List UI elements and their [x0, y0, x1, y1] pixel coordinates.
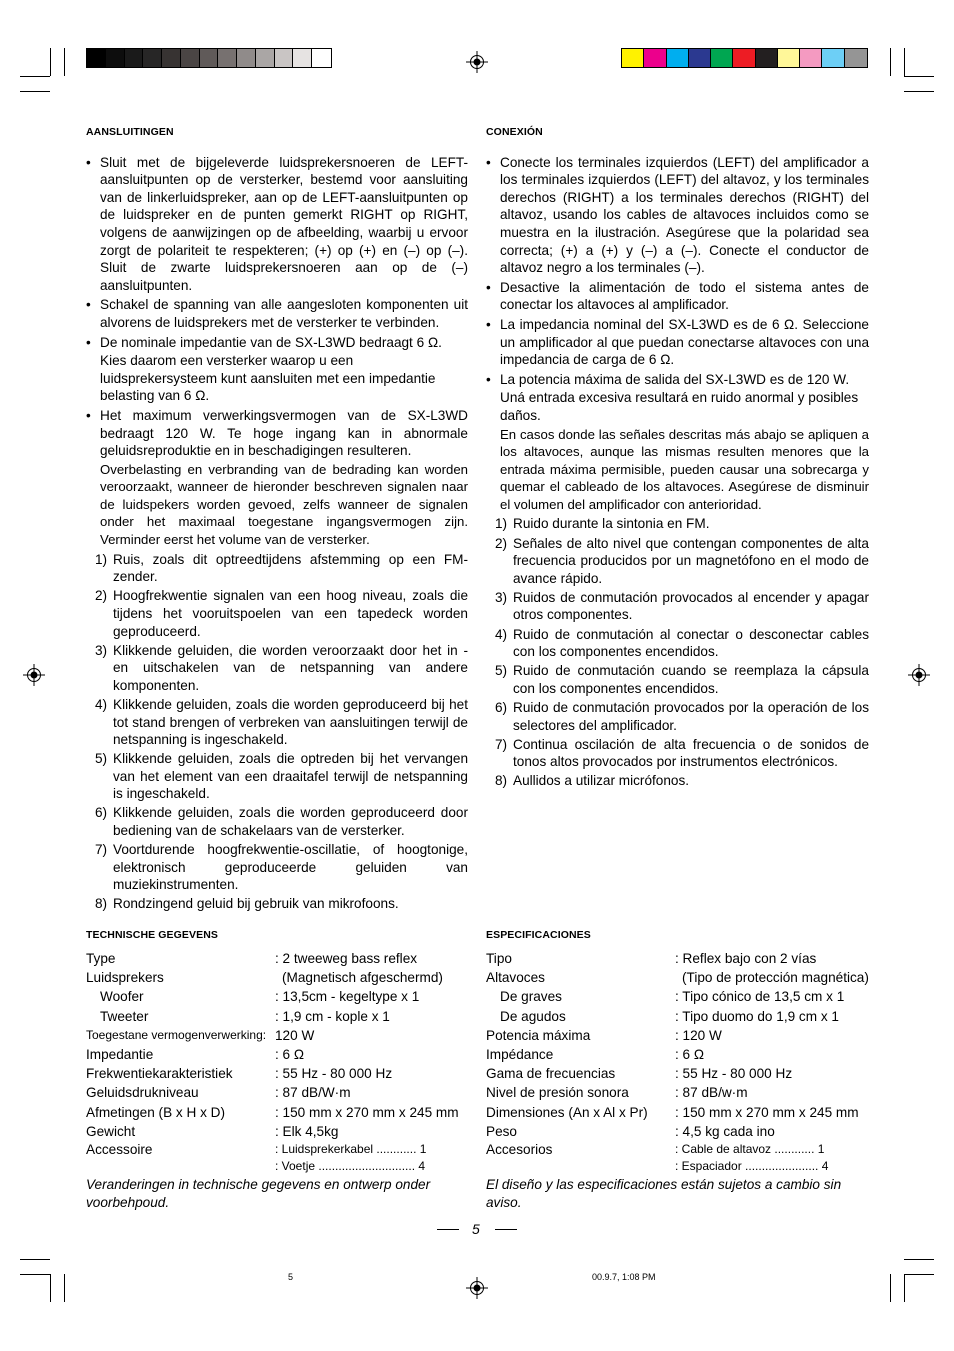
list-item: 4) Klikkende geluiden, zoals die worden geproduceerd bij het tot stand brengen of verbreken van aansluitingen terwijl de netspanning is ingeschakeld.: [95, 696, 468, 748]
color-swatch: [143, 49, 162, 67]
spec-note: El diseño y las especificaciones están sujetos a cambio sin aviso.: [486, 1177, 842, 1210]
spec-label: De graves: [500, 989, 562, 1005]
color-swatch: [293, 49, 312, 67]
spec-row: [486, 1064, 869, 1083]
list-item: [86, 407, 468, 549]
spec-value: : 6 Ω: [675, 1047, 705, 1063]
list-item: 3) Klikkende geluiden, die worden veroorzaakt door het in - en uitschakelen van de netspanning van andere komponenten.: [95, 642, 468, 693]
section-heading: ESPECIFICACIONES: [486, 929, 591, 941]
spec-row: [86, 1103, 459, 1122]
spec-value: (Magnetisch afgeschermd): [282, 970, 443, 986]
color-calibration-bar: [621, 48, 868, 68]
registration-mark-bottom: [466, 1277, 488, 1299]
spec-row: [486, 1141, 869, 1158]
color-swatch: [711, 49, 733, 67]
bullet-subtext: Overbelasting en verbranding van de bedrading kan worden veroorzaakt, wanneer de hieronder beschreven signalen naar de luidspekers worden gevoed, zelfs wanneer de signalen onder het maximaal toegestane ingangsvermogen zijn. Verminder eerst het volume van de versterker.: [100, 461, 468, 548]
page-number: 5: [472, 1221, 480, 1237]
spec-value: : 4,5 kg cada ino: [675, 1123, 775, 1139]
color-swatch: [667, 49, 689, 67]
list-item: • Desactive la alimentación de todo el sistema antes de conectar los altavoces al amplificador.: [486, 279, 869, 314]
spec-value: : Tipo cónico de 13,5 cm x 1: [675, 989, 845, 1005]
list-item: 3) Ruidos de conmutación provocados al encender y apagar otros componentes.: [495, 589, 869, 623]
list-item: • Schakel de spanning van alle aangesloten komponenten uit alvorens de luidsprekers met de versterker te verbinden.: [86, 296, 468, 331]
list-item: 4) Ruido de conmutación al conectar o desconectar cables con los componentes encendidos.: [495, 626, 869, 660]
spec-value: (Tipo de protección magnética): [682, 970, 869, 986]
color-swatch: [106, 49, 125, 67]
spec-value: : 120 W: [675, 1027, 722, 1043]
list-item: • La impedancia nominal del SX-L3WD es de 6 Ω. Seleccione un amplificador al que puedan conectarse altavoces con una impedancia de carga de 6 Ω.: [486, 316, 869, 369]
spec-value: : Tipo duomo do 1,9 cm x 1: [675, 1008, 839, 1024]
spec-row: [86, 1158, 459, 1175]
spec-value: 120 W: [275, 1027, 315, 1043]
registration-mark-right: [908, 664, 930, 686]
spec-value: : Elk 4,5kg: [275, 1123, 339, 1139]
color-swatch: [733, 49, 755, 67]
spec-value: : 55 Hz - 80 000 Hz: [675, 1066, 793, 1082]
registration-mark-top: [466, 51, 488, 73]
spec-label: Impédance: [486, 1047, 554, 1063]
spec-label: Frekwentiekarakteristiek: [86, 1066, 233, 1082]
list-item: 6) Klikkende geluiden, zoals die worden geproduceerd door bediening van de schakelaars van de versterker.: [95, 805, 468, 839]
spec-label: Tweeter: [100, 1008, 149, 1024]
grayscale-calibration-bar: [86, 48, 332, 68]
spec-value: : Voetje ............................. 4: [275, 1159, 426, 1174]
color-swatch: [87, 49, 106, 67]
registration-mark-left: [23, 664, 45, 686]
spec-label: Toegestane vermogenverwerking:: [86, 1027, 267, 1042]
spec-label: Geluidsdrukniveau: [86, 1085, 199, 1101]
list-item: 7) Voortdurende hoogfrekwentie-oscillatie, of hoogtonige, elektronisch geproduceerde geluiden van muziekinstrumenten.: [95, 842, 468, 893]
spec-value: : Reflex bajo con 2 vías: [675, 951, 817, 966]
bullet-list: [86, 154, 468, 549]
spec-label: [86, 1158, 275, 1175]
section-heading: CONEXIÓN: [486, 126, 543, 138]
list-item: 5) Ruido de conmutación cuando se reemplaza la cápsula con los componentes encendidos.: [495, 663, 869, 696]
numbered-list: [486, 515, 869, 789]
spec-value: : 2 tweeweg bass reflex: [275, 951, 418, 966]
color-swatch: [622, 49, 644, 67]
color-swatch: [256, 49, 275, 67]
spec-row: [486, 968, 869, 987]
color-swatch: [800, 49, 822, 67]
list-item: [486, 371, 869, 514]
spec-row: [86, 1083, 459, 1102]
spec-row: [486, 1083, 869, 1102]
spec-row: [486, 1158, 869, 1175]
bullet-text: • De nominale impedantie van de SX-L3WD bedraagt 6 Ω.: [100, 334, 442, 350]
section-heading: TECHNISCHE GEGEVENS: [86, 929, 219, 941]
spec-label: Impedantie: [86, 1047, 154, 1063]
spec-label: Tipo: [486, 951, 512, 966]
spec-value: : 87 dB/w·m: [675, 1085, 748, 1101]
color-swatch: [200, 49, 219, 67]
spec-label: Nivel de presión sonora: [486, 1085, 629, 1101]
color-swatch: [162, 49, 181, 67]
color-swatch: [822, 49, 844, 67]
color-swatch: [218, 49, 237, 67]
spec-label: De agudos: [500, 1008, 566, 1024]
spec-section-nl: [86, 929, 468, 1211]
spec-row: [486, 1103, 869, 1122]
spec-row: [486, 949, 869, 968]
page-number-rule-left: [437, 1229, 459, 1230]
bullet-list: [486, 154, 869, 514]
spec-label: Peso: [486, 1123, 517, 1139]
list-item: • Conecte los terminales izquierdos (LEFT) del amplificador a los terminales izquierdos (LEFT) del altavoz, y los terminales derechos (RIGHT) a los terminales derechos (RIGHT) del altavoz, usando los cables de altavoces incluidos como se muestra en la ilustración. Asegúrese que la polaridad sea correcta; (+) a (+) y (–) a (–). Conecte el conductor de altavoz negro a los terminales (–).: [486, 154, 869, 277]
color-swatch: [689, 49, 711, 67]
spec-label: Woofer: [100, 989, 144, 1005]
color-swatch: [644, 49, 666, 67]
spec-value: : Cable de altavoz ............ 1: [675, 1142, 825, 1157]
spec-value: : 1,9 cm - kople x 1: [275, 1008, 390, 1024]
bullet-text: • La potencia máxima de salida del SX-L3WD es de 120 W.: [500, 371, 850, 387]
spec-row: [86, 987, 459, 1006]
list-item: 7) Continua oscilación de alta frecuencia o de sonidos de tonos altos provocados por instrumentos electrónicos.: [495, 736, 869, 770]
spec-value: : Luidsprekerkabel ............ 1: [275, 1142, 427, 1157]
spec-value: : 13,5cm - kegeltype x 1: [275, 989, 420, 1005]
spec-label: [486, 1158, 675, 1175]
spec-row: [486, 1026, 869, 1045]
spec-value: : 87 dB/W·m: [275, 1085, 351, 1101]
bullet-subtext: Uná entrada excesiva resultará en ruido anormal y posibles daños.: [500, 390, 859, 423]
spec-label: Gama de frecuencias: [486, 1066, 616, 1082]
spec-row: [86, 1007, 459, 1026]
spec-row: [486, 1122, 869, 1141]
spec-row: [486, 1045, 869, 1064]
spec-value: : 6 Ω: [275, 1047, 305, 1063]
list-item: 5) Klikkende geluiden, zoals die optreden bij het vervangen van het element van een draaitafel terwijl de netspanning is ingeschakeld.: [95, 751, 468, 802]
spec-section-es: [486, 929, 869, 1211]
bullet-text: • Het maximum verwerkingsvermogen van de SX-L3WD bedraagt 120 W. Te hoge ingang kan in abnormale geluidsreproduktie en in beschadigingen resulteren.: [100, 407, 468, 459]
spec-value: : 55 Hz - 80 000 Hz: [275, 1066, 393, 1082]
list-item: 8) Aullidos a utilizar micrófonos.: [495, 773, 690, 789]
color-swatch: [125, 49, 144, 67]
color-swatch: [237, 49, 256, 67]
color-swatch: [312, 49, 331, 67]
spec-label: Altavoces: [486, 970, 545, 986]
spec-table: [86, 949, 459, 1175]
spec-row: [486, 1007, 869, 1026]
color-swatch: [275, 49, 294, 67]
spec-label: Luidsprekers: [86, 970, 164, 986]
spec-row: [86, 1122, 459, 1141]
list-item: [86, 334, 468, 405]
spec-label: Type: [86, 951, 116, 966]
spec-row: [86, 968, 459, 987]
spec-row: [486, 987, 869, 1006]
list-item: 1) Ruido durante la sintonia en FM.: [495, 516, 710, 532]
spec-row: [86, 949, 459, 968]
spec-label: Accessoire: [86, 1142, 153, 1158]
list-item: • Sluit met de bijgeleverde luidsprekersnoeren de LEFT-aansluitpunten op de versterker, bestemd voor aansluiting van de linkerluidspreker, aan op de LEFT-aansluitpunten op de luidspreker en de punten gemerkt RIGHT op RIGHT, volgens de aanwijzingen op de afbeelding, waarbij u ervoor zorgt de polariteit te respekteren; (+) op (+) en (–) op (–). Sluit de zwarte luidsprekersnoeren aan op de (–) aansluitpunten.: [86, 154, 468, 295]
spec-label: Accesorios: [486, 1142, 553, 1158]
spec-row: [86, 1064, 459, 1083]
page-number-rule-right: [495, 1229, 517, 1230]
color-swatch: [181, 49, 200, 67]
spec-label: Afmetingen (B x H x D): [86, 1104, 225, 1120]
numbered-list: [86, 551, 468, 913]
color-swatch: [756, 49, 778, 67]
spec-label: Gewicht: [86, 1123, 136, 1139]
spec-label: Potencia máxima: [486, 1027, 591, 1043]
bullet-subtext: Kies daarom een versterker waarop u een luidsprekersysteem kunt aansluiten met een impedantie belasting van 6 Ω.: [100, 353, 436, 404]
bullet-subtext: En casos donde las señales descritas más abajo se apliquen a los altavoces, aunque las mismas resulten menores que la entrada máxima permisible, pueden causar una sobrecarga y quemar el cableado de los altavoces. Asegúrese de disminuir el volumen del amplificador con anterioridad.: [500, 426, 869, 512]
spec-label: Dimensiones (An x Al x Pr): [486, 1104, 648, 1120]
connections-section-es: [486, 124, 869, 791]
spec-value: : Espaciador ...................... 4: [675, 1159, 829, 1174]
spec-value: : 150 mm x 270 mm x 245 mm: [275, 1104, 459, 1120]
slug-timestamp: 00.9.7, 1:08 PM: [592, 1272, 656, 1282]
list-item: 2) Hoogfrekwentie signalen van een hoog niveau, zoals die tijdens het vooruitspoelen van een tapedeck worden geproduceerd.: [95, 588, 468, 639]
color-swatch: [845, 49, 867, 67]
list-item: 2) Señales de alto nivel que contengan componentes de alta frecuencia producidos por un magnetófono en el modo de avance rápido.: [495, 535, 869, 586]
list-item: 8) Rondzingend geluid bij gebruik van mikrofoons.: [95, 896, 399, 912]
spec-row: [86, 1026, 459, 1045]
slug-page: 5: [288, 1272, 294, 1282]
spec-row: [86, 1141, 459, 1158]
list-item: 1) Ruis, zoals dit optreedtijdens afstemming op een FM-zender.: [95, 551, 468, 585]
spec-value: : 150 mm x 270 mm x 245 mm: [675, 1104, 859, 1120]
list-item: 6) Ruido de conmutación provocados por la operación de los selectores del amplificador.: [495, 699, 869, 733]
spec-table: [486, 949, 869, 1175]
section-heading: AANSLUITINGEN: [86, 126, 174, 138]
color-swatch: [778, 49, 800, 67]
spec-row: [86, 1045, 459, 1064]
connections-section-nl: [86, 124, 468, 915]
spec-note: Veranderingen in technische gegevens en ontwerp onder voorbehpoud.: [86, 1177, 431, 1210]
